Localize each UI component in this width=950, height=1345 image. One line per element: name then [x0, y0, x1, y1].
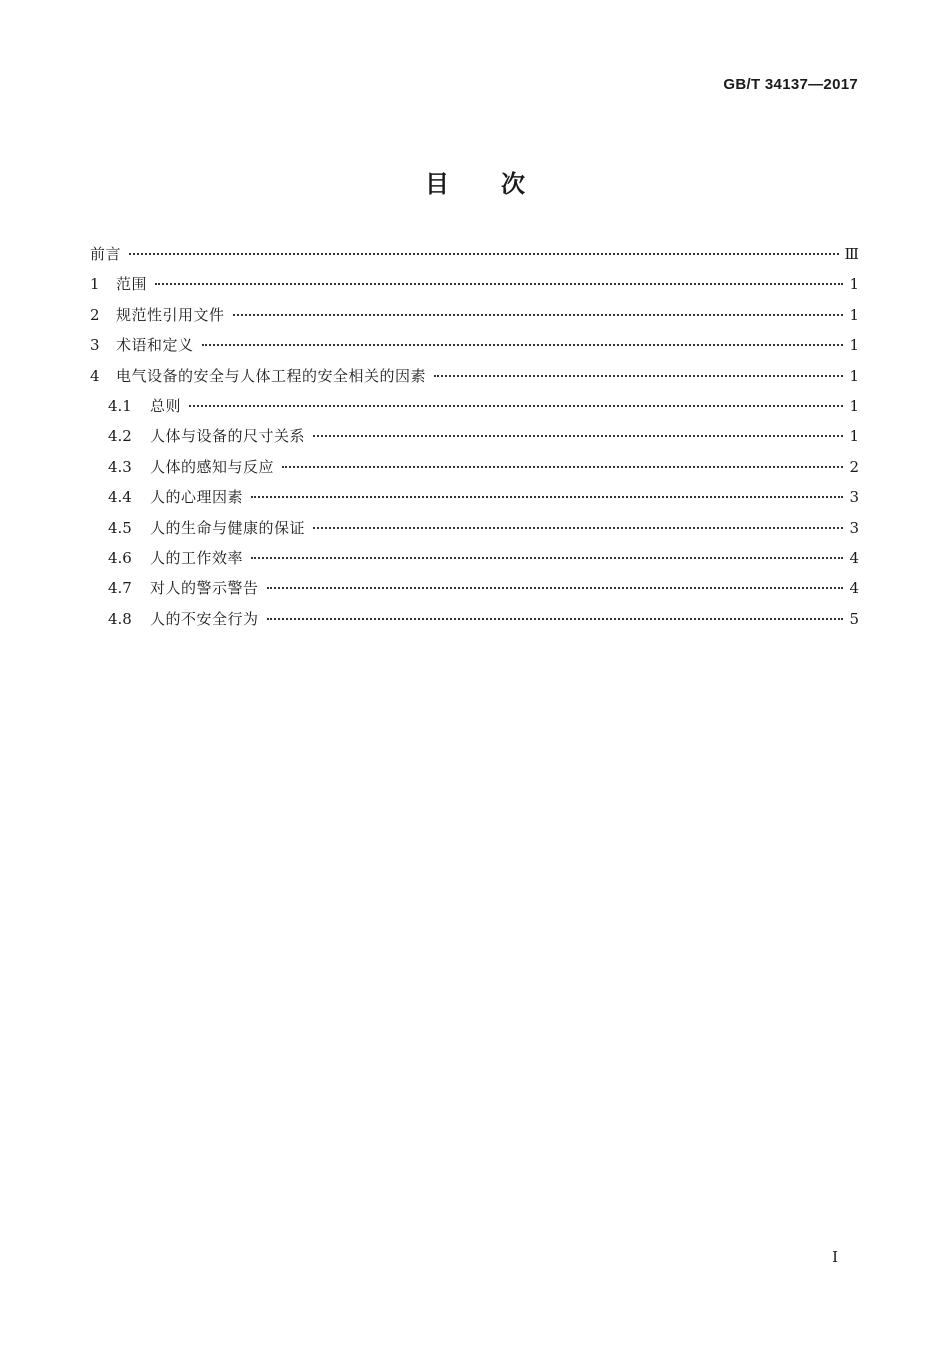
toc-entry-number: 4.2 — [108, 427, 132, 446]
toc-entry-number: 4.8 — [108, 609, 132, 628]
page-number: I — [832, 1248, 838, 1266]
toc-entry-title: 前言 — [90, 245, 122, 263]
toc-entry-3[interactable] — [90, 334, 859, 364]
dot-leader — [282, 466, 843, 468]
dot-leader — [267, 587, 843, 589]
toc-entry-title: 术语和定义 — [116, 336, 194, 355]
toc-entry-title: 电气设备的安全与人体工程的安全相关的因素 — [116, 366, 427, 385]
toc-entry-number: 4 — [90, 366, 100, 385]
toc-entry-title: 人的生命与健康的保证 — [150, 518, 306, 537]
toc-entry-page: 1 — [849, 366, 859, 385]
toc-entry-title: 人体与设备的尺寸关系 — [150, 427, 306, 446]
toc-entry-1[interactable] — [90, 273, 859, 303]
dot-leader — [434, 375, 843, 377]
toc-entry-title: 人的工作效率 — [150, 548, 244, 567]
toc-entry-page: Ⅲ — [844, 245, 859, 263]
dot-leader — [129, 253, 839, 255]
toc-entry-page: 4 — [849, 548, 859, 567]
dot-leader — [267, 618, 843, 620]
toc-entry-page: 1 — [849, 427, 859, 446]
dot-leader — [251, 496, 843, 498]
toc-entry-title: 人的心理因素 — [150, 488, 244, 507]
page-title: 目次 — [425, 170, 577, 198]
toc-entry-4-5[interactable] — [90, 517, 859, 547]
toc-entry-title: 规范性引用文件 — [116, 305, 225, 324]
toc-entry-foreword[interactable] — [90, 243, 859, 273]
toc-entry-4-8[interactable] — [90, 608, 859, 638]
toc-entry-title: 总则 — [150, 396, 182, 415]
toc-entry-4-3[interactable] — [90, 456, 859, 486]
toc-entry-4-4[interactable] — [90, 486, 859, 516]
toc-entry-title: 人的不安全行为 — [150, 609, 259, 628]
dot-leader — [251, 557, 843, 559]
toc-entry-page: 1 — [849, 336, 859, 355]
toc-entry-page: 1 — [849, 275, 859, 294]
dot-leader — [233, 314, 843, 316]
toc-entry-number: 1 — [90, 275, 100, 294]
toc-entry-page: 1 — [849, 396, 859, 415]
toc-entry-4-1[interactable] — [90, 395, 859, 425]
toc-entry-4-7[interactable] — [90, 577, 859, 607]
toc-entry-2[interactable] — [90, 304, 859, 334]
dot-leader — [313, 527, 843, 529]
toc-entry-page: 2 — [849, 457, 859, 476]
toc-entry-number: 4.4 — [108, 488, 132, 507]
document-number: GB/T 34137—2017 — [723, 76, 858, 93]
toc-entry-title: 范围 — [116, 275, 148, 294]
toc-entry-4-6[interactable] — [90, 547, 859, 577]
dot-leader — [155, 283, 843, 285]
toc-entry-page: 3 — [849, 518, 859, 537]
toc-entry-number: 2 — [90, 305, 100, 324]
toc-entry-number: 4.3 — [108, 457, 132, 476]
table-of-contents — [90, 243, 859, 638]
toc-entry-number: 4.5 — [108, 518, 132, 537]
toc-entry-4-2[interactable] — [90, 425, 859, 455]
toc-entry-title: 人体的感知与反应 — [150, 457, 275, 476]
dot-leader — [313, 435, 843, 437]
toc-entry-number: 4.1 — [108, 396, 132, 415]
toc-entry-4[interactable] — [90, 365, 859, 395]
toc-entry-title: 对人的警示警告 — [150, 579, 259, 598]
toc-entry-number: 4.6 — [108, 548, 132, 567]
toc-entry-page: 5 — [849, 609, 859, 628]
toc-entry-number: 3 — [90, 336, 100, 355]
dot-leader — [202, 344, 843, 346]
dot-leader — [189, 405, 843, 407]
toc-entry-number: 4.7 — [108, 579, 132, 598]
toc-entry-page: 3 — [849, 488, 859, 507]
toc-entry-page: 4 — [849, 579, 859, 598]
toc-entry-page: 1 — [849, 305, 859, 324]
